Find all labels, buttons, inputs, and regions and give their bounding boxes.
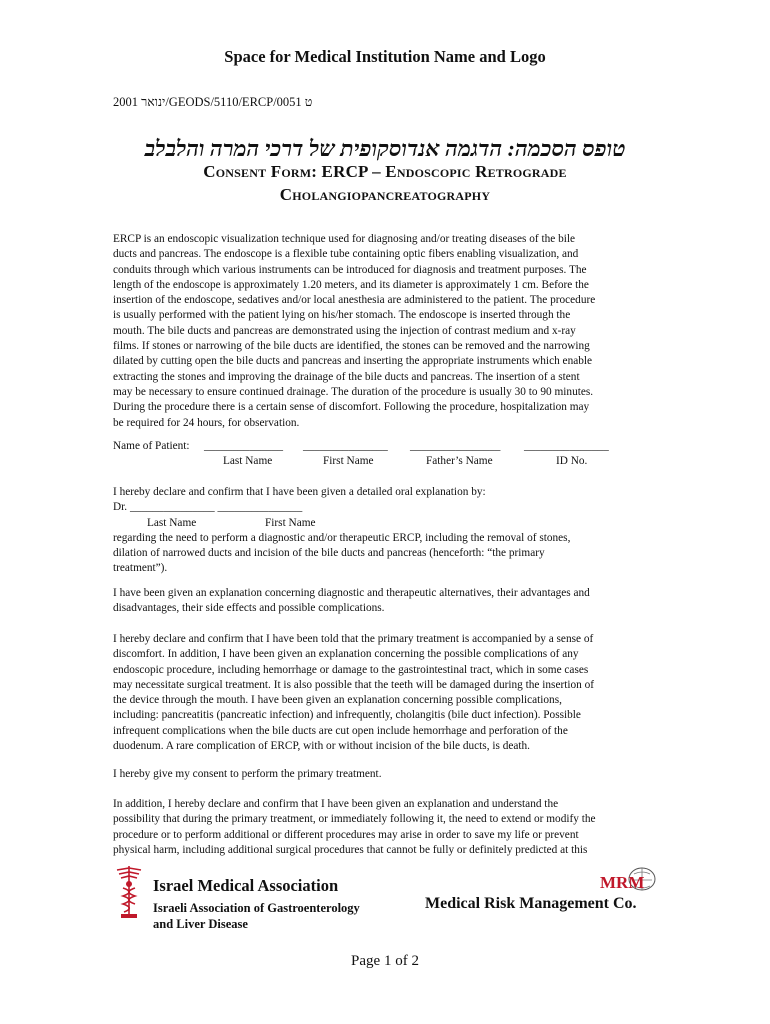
text-line: dilation of narrowed ducts and incision of the bile ducts and pancreas (henceforth: “the primary (113, 546, 545, 559)
form-code: 2001 ינואר/GEODS/5110/ERCP/0051 ט (113, 95, 313, 109)
form-title-line1: Consent Form: ERCP – Endoscopic Retrograde (203, 162, 567, 181)
id-no-caption: ID No. (556, 455, 588, 467)
ima-sub-line1: Israeli Association of Gastroenterology (153, 901, 360, 915)
text-line: length of the endoscope is approximately 1.20 meters, and its diameter is approximately 1 cm. Before the (113, 278, 589, 291)
text-line: infrequent complications when the bile ducts are cut open include hemorrhage and perforation of the (113, 724, 568, 737)
patient-first-name-field[interactable]: _______________ (303, 440, 388, 452)
text-line: may necessitate surgical treatment. It is also possible that the teeth will be damaged during the insertion of (113, 678, 595, 691)
patient-id-field[interactable]: _______________ (524, 440, 609, 452)
page-number: Page 1 of 2 (351, 953, 419, 969)
complications-paragraph (113, 632, 661, 754)
patient-fathers-name-field[interactable]: ________________ (410, 440, 501, 452)
text-line: I have been given an explanation concerning diagnostic and therapeutic alternatives, their advantages and (113, 587, 590, 599)
consent-paragraph (113, 767, 661, 782)
text-line: is usually performed with the patient lying on his/her stomach. The endoscope is inserted through the (113, 309, 571, 322)
mrm-name: Medical Risk Management Co. (425, 895, 637, 912)
ima-name: Israel Medical Association (153, 876, 339, 895)
ima-caduceus-icon (112, 862, 146, 922)
text-line: be required for 24 hours, for observation. (113, 416, 300, 429)
doctor-name-field[interactable]: Dr. _______________ _______________ (113, 501, 303, 514)
text-line: During the procedure there is a certain sense of discomfort. Following the procedure, hospitalization may (113, 401, 590, 414)
text-line: I hereby declare and confirm that I have been given a detailed oral explanation by: (113, 486, 486, 498)
dr-last-name-caption: Last Name (147, 516, 197, 529)
last-name-caption: Last Name (223, 455, 273, 467)
declaration-block (113, 485, 661, 576)
dr-first-name-caption: First Name (265, 516, 316, 529)
ima-subtitle (153, 900, 413, 932)
text-line: duodenum. A rare complication of ERCP, with or without incision of the bile ducts, is death. (113, 740, 530, 753)
text-line: I hereby declare and confirm that I have been told that the primary treatment is accompanied by a sense of (113, 633, 594, 645)
first-name-caption: First Name (323, 455, 374, 467)
addition-paragraph (113, 797, 661, 858)
hebrew-title: טופס הסכמה: הדגמה אנדוסקופית של דרכי המרה והלבלב (144, 136, 626, 161)
text-line: endoscopic procedure, including hemorrhage or damage to the gastrointestinal tract, which in some cases (113, 663, 589, 676)
alternatives-paragraph (113, 586, 661, 617)
text-line: mouth. The bile ducts and pancreas are demonstrated using the injection of contrast medium and x-ray (113, 324, 576, 337)
mrm-logo (598, 866, 658, 896)
fathers-name-caption: Father’s Name (426, 455, 493, 467)
text-line: including: pancreatitis (pancreatic infection) and infrequently, cholangitis (bile duct infection). Possible (113, 709, 581, 722)
text-line: may be necessary to ensure continued drainage. The duration of the procedure is usually 30 to 90 minutes. (113, 385, 594, 398)
ima-sub-line2: and Liver Disease (153, 917, 248, 931)
text-line: extracting the stones and improving the drainage of the bile ducts and pancreas. The insertion of a stent (113, 370, 580, 383)
patient-name-label: Name of Patient: (113, 440, 190, 452)
patient-last-name-field[interactable]: ______________ (204, 440, 284, 452)
text-line: disadvantages, their side effects and possible complications. (113, 602, 385, 615)
institution-placeholder: Space for Medical Institution Name and Logo (224, 47, 546, 66)
intro-paragraph (113, 232, 661, 431)
text-line: ducts and pancreas. The endoscope is a flexible tube containing optic fibers enabling visualization, and (113, 248, 579, 261)
mrm-logo-text: MRM (600, 873, 645, 892)
text-line: regarding the need to perform a diagnostic and/or therapeutic ERCP, including the removal of stones, (113, 531, 571, 544)
text-line: treatment”). (113, 562, 168, 575)
text-line: procedure or to perform additional or different procedures may arise in order to save my life or prevent (113, 828, 579, 841)
text-line: the device through the mouth. I have been given an explanation concerning possible complications, (113, 694, 562, 707)
text-line: dilated by cutting open the bile ducts and pancreas and inserting the appropriate instruments which enable (113, 355, 593, 368)
text-line: insertion of the endoscope, sedatives and/or local anesthesia are administered to the patient. The procedure (113, 294, 596, 307)
text-line: discomfort. In addition, I have been given an explanation concerning the possible complications of any (113, 648, 579, 661)
patient-name-block (113, 439, 673, 470)
text-line: In addition, I hereby declare and confirm that I have been given an explanation and understand the (113, 798, 559, 810)
text-line: films. If stones or narrowing of the bile ducts are identified, the stones can be removed and the narrowing (113, 340, 590, 353)
text-line: physical harm, including additional surgical procedures that cannot be fully or definitely predicted at this (113, 843, 588, 856)
text-line: possibility that during the primary treatment, or immediately following it, the need to extend or modify the (113, 813, 596, 826)
text-line: ERCP is an endoscopic visualization technique used for diagnosing and/or treating diseases of the bile (113, 233, 576, 245)
text-line: I hereby give my consent to perform the primary treatment. (113, 768, 382, 780)
form-title-line2: Cholangiopancreatography (279, 185, 491, 204)
text-line: conduits through which various instruments can be introduced for diagnosis and treatment purposes. The (113, 263, 587, 276)
